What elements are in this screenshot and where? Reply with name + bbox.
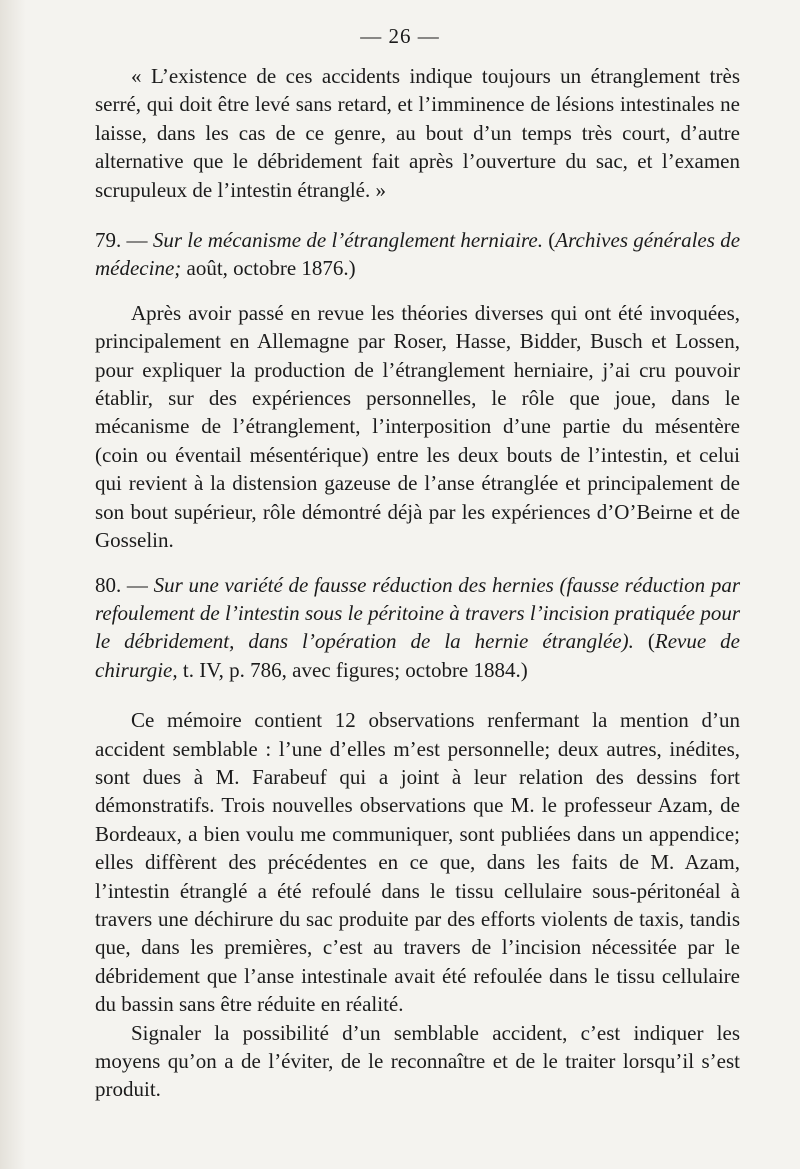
page-binding-shadow [0,0,26,1169]
reference-80-journal: Revue de chirurgie, [95,629,740,682]
reference-80-summary: Ce mémoire contient 12 observations renfermant la mention d’un accident semblable : l’une d’elles m’est personnelle; deux autres, inédites, sont dues à M. Farabeuf qui a joint à leur relation des dessins fort démonstratifs. Trois nouvelles observations que M. le professeur Azam, de Bordeaux, a bien voulu me communiquer, sont publiées dans un appendice; elles diffèrent des précédentes en ce que, dans les faits de M. Azam, l’intestin étranglé a été refoulé dans le tissu cellulaire sous-péritonéal à travers une déchirure du sac produite par des efforts violents de taxis, tandis que, dans les premières, c’est au travers de l’incision nécessitée par le débridement que l’anse intestinale avait été refoulée dans le tissu cellulaire du bassin sans être réduite en réalité. [95,708,740,1017]
page-body [95,62,740,1104]
reference-80 [95,571,740,685]
reference-79 [95,226,740,283]
reference-79-paren: ( [548,228,556,253]
page-number: — 26 — [360,24,440,48]
reference-80-title: Sur une variété de fausse réduction des hernies (fausse réduction par refoulement de l’intestin sous le péritoine à travers l’incision pratiquée pour le débridement, dans l’opération de la hernie étranglée). [95,572,740,654]
reference-80-paren: ( [633,629,655,654]
reference-80-conclusion: Signaler la possibilité d’un semblable accident, c’est indiquer les moyens qu’on a de l’éviter, de le reconnaître et de le traiter lorsqu’il s’est produit. [95,1020,740,1102]
reference-80-date: t. IV, p. 786, avec figures; octobre 1884.) [177,657,528,682]
reference-79-summary: Après avoir passé en revue les théories diverses qui ont été invoquées, principalement en Allemagne par Roser, Hasse, Bidder, Busch et Lossen, pour expliquer la production de l’étranglement herniaire, j’ai cru pouvoir établir, sur des expériences personnelles, le rôle que joue, dans le mécanisme de l’étranglement, l’interposition d’une partie du mésentère (coin ou éventail mésentérique) entre les deux bouts de l’intestin, et celui qui revient à la distension gazeuse de l’anse étranglée et principalement de son bout supérieur, rôle démontré déjà par les expériences d’O’Beirne et de Gosselin. [95,300,740,553]
reference-79-date: août, octobre 1876.) [181,256,356,281]
reference-79-number: 79. — [95,228,148,253]
reference-80-number: 80. — [95,572,148,597]
quote-paragraph: « L’existence de ces accidents indique toujours un étranglement très serré, qui doit être levé sans retard, et l’imminence de lésions intestinales ne laisse, dans les cas de ce genre, au bout d’un temps très court, d’autre alternative que le débridement fait après l’ouverture du sac, et l’examen scrupuleux de l’intestin étranglé. » [95,64,740,202]
reference-79-title: Sur le mécanisme de l’étranglement herniaire. [152,228,543,253]
reference-79-journal: Archives générales de médecine; [95,228,741,281]
